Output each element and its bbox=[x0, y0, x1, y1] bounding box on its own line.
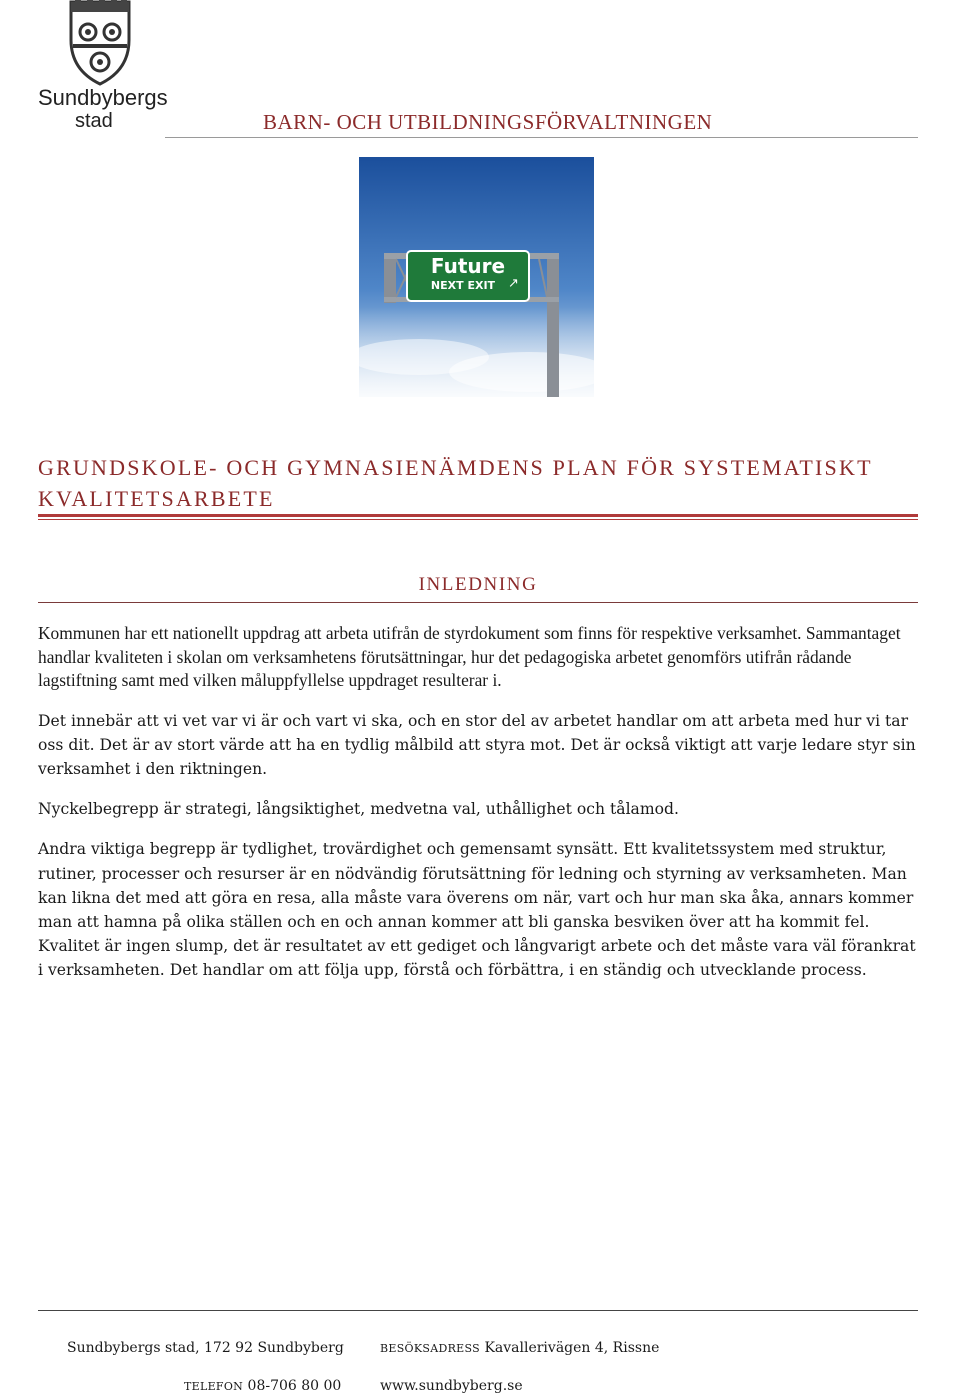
logo-name: Sundbybergs bbox=[38, 85, 168, 110]
title-divider-thin bbox=[38, 519, 918, 520]
paragraph: Det innebär att vi vet var vi är och vart vi ska, och en stor del av arbetet handlar om att arbeta med hur vi tar oss dit. Det är av stort värde att ha en tydlig målbild att styra mot. Det är också viktigt att varje ledare styr sin verksamhet i den riktningen. bbox=[38, 711, 916, 778]
title-divider bbox=[38, 514, 918, 517]
future-sign-image bbox=[359, 157, 594, 397]
sign-arrow-icon: ↗ bbox=[508, 276, 519, 291]
municipality-logo bbox=[30, 0, 168, 135]
department-heading: BARN- OCH UTBILDNINGSFÖRVALTNINGEN bbox=[263, 110, 713, 134]
footer-phone-label: TELEFON bbox=[184, 1380, 244, 1393]
document-title-line2: KVALITETSARBETE bbox=[38, 486, 275, 511]
footer-website-link[interactable]: www.sundbyberg.se bbox=[380, 1378, 523, 1394]
coat-of-arms-icon bbox=[65, 0, 135, 86]
document-title bbox=[38, 452, 918, 514]
footer-phone bbox=[184, 1378, 341, 1394]
footer-divider bbox=[38, 1310, 918, 1311]
body-text bbox=[38, 622, 918, 999]
footer-phone-value: 08-706 80 00 bbox=[247, 1378, 342, 1394]
paragraph: Kommunen har ett nationellt uppdrag att arbeta utifrån de styrdokument som finns för respektive verksamhet. Sammantaget handlar kvaliteten i skolan om verksamhetens förutsättningar, hur det pedagogiska arbetet genomförs utifrån rådande lagstiftning samt med vilken måluppfyllelse uppdraget resulterar i. bbox=[38, 623, 901, 690]
paragraph: Andra viktiga begrepp är tydlighet, trovärdighet och gemensamt synsätt. Ett kvalitetssystem med struktur, rutiner, processer och resurser är en nödvändig förutsättning för ledning och styrning av verksamheten. Man kan likna det med att göra en resa, alla måste vara överens om när, vart och hur man ska åka, annars kommer man att hamna på olika ställen och en och annan kommer att bli ganska besviken över att ha kommit fel. Kvalitet är ingen slump, det är resultatet av ett gediget och långvarigt arbete och det måste vara väl förankrat i verksamheten. Det handlar om att följa upp, förstå och förbättra, i en ständig och utvecklande process. bbox=[38, 840, 916, 980]
footer-visit-value: Kavallerivägen 4, Rissne bbox=[484, 1340, 660, 1356]
sign-text-sub: NEXT EXIT bbox=[430, 279, 496, 292]
sign-text-main: Future bbox=[430, 254, 506, 278]
logo-subtitle: stad bbox=[75, 110, 113, 132]
header-divider bbox=[165, 137, 918, 138]
section-divider bbox=[38, 602, 918, 603]
document-title-line1: GRUNDSKOLE- OCH GYMNASIENÄMDENS PLAN FÖR SYSTEMATISKT bbox=[38, 455, 873, 480]
footer-visit-address bbox=[380, 1340, 659, 1356]
section-heading: INLEDNING bbox=[418, 574, 538, 595]
paragraph: Nyckelbegrepp är strategi, långsiktighet, medvetna val, uthållighet och tålamod. bbox=[38, 800, 679, 819]
footer-address: Sundbybergs stad, 172 92 Sundbyberg bbox=[67, 1340, 344, 1356]
footer-visit-label: BESÖKSADRESS bbox=[380, 1342, 480, 1355]
